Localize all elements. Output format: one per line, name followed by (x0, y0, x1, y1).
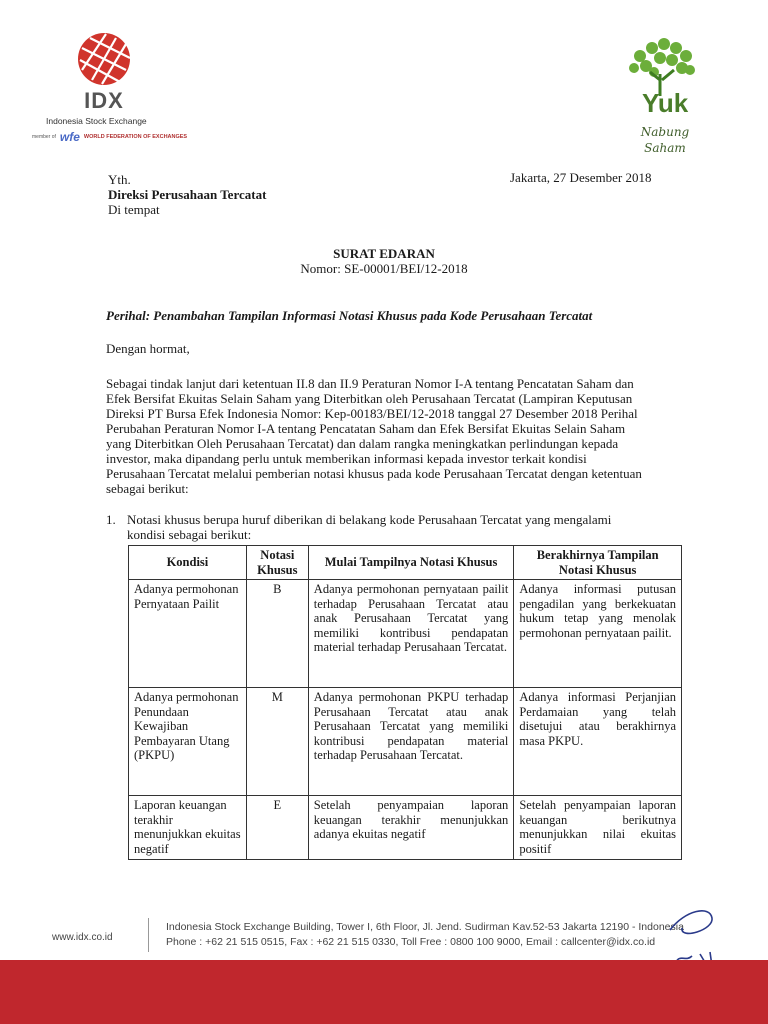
recipient-block (108, 172, 266, 217)
idx-globe-icon (72, 30, 136, 88)
paragraph-line: Perubahan Peraturan Nomor I-A tentang Pencatatan Saham dan Efek Bersifat Ekuitas Selain Saham (106, 421, 626, 436)
table-header-row (129, 546, 682, 580)
list-item-line: kondisi sebagai berikut: (127, 527, 252, 542)
idx-subtitle: Indonesia Stock Exchange (46, 116, 147, 126)
list-item-text (127, 512, 672, 542)
cell-kondisi: Adanya permohonan Pernyataan Pailit (129, 580, 247, 688)
list-item-line: Notasi khusus berupa huruf diberikan di belakang kode Perusahaan Tercatat yang mengalami (127, 512, 612, 527)
table-row (129, 796, 682, 860)
wfe-membership (32, 130, 202, 144)
cell-kondisi: Adanya permohonan Penundaan Kewajiban Pembayaran Utang (PKPU) (129, 688, 247, 796)
yuk-nabung-saham-logo (620, 36, 710, 166)
paragraph-line: Efek Bersifat Ekuitas Selain Saham yang Diterbitkan oleh Perusahaan Tercatat (Lampiran Keputusan (106, 391, 633, 406)
tagline-line-1: Nabung (640, 125, 690, 139)
footer-accent-bar (0, 960, 768, 1024)
cell-notasi: B (246, 580, 308, 688)
footer-website: www.idx.co.id (52, 932, 113, 943)
paragraph-line: investor, maka dipandang perlu untuk memberikan informasi kepada investor terkait kondisi (106, 451, 587, 466)
wfe-member-label: member of (32, 134, 56, 140)
cell-akhir: Adanya informasi putusan pengadilan yang berkekuatan hukum tetap yang menolak permohonan pernyataan pailit. (514, 580, 682, 688)
column-header-akhir: Berakhirnya Tampilan Notasi Khusus (514, 546, 682, 580)
nabung-saham-tagline (620, 124, 710, 156)
paragraph-line: Sebagai tindak lanjut dari ketentuan II.8 dan II.9 Peraturan Nomor I-A tentang Pencatatan Saham dan (106, 376, 634, 391)
recipient-name: Direksi Perusahaan Tercatat (108, 187, 267, 202)
paragraph-line: Direksi PT Bursa Efek Indonesia Nomor: Kep-00183/BEI/12-2018 tanggal 27 Desember 2018 Perihal (106, 406, 638, 421)
tagline-line-2: Saham (644, 141, 686, 155)
footer-contact-line: Phone : +62 21 515 0515, Fax : +62 21 515 0330, Toll Free : 0800 100 9000, Email : callcenter@idx.co.id (166, 936, 656, 948)
list-item-number: 1. (106, 512, 116, 527)
paragraph-line: Perusahaan Tercatat melalui pemberian notasi khusus pada kode Perusahaan Tercatat dengan ketentuan (106, 466, 642, 481)
cell-mulai: Adanya permohonan pernyataan pailit terhadap Perusahaan Tercatat atau anak Perusahaan Tercatat yang memiliki kontribusi pendapatan material terhadap Perusahaan Tercatat. (308, 580, 514, 688)
column-header-notasi: Notasi Khusus (246, 546, 308, 580)
document-title (0, 246, 768, 276)
table-row (129, 688, 682, 796)
column-header-mulai: Mulai Tampilnya Notasi Khusus (308, 546, 514, 580)
wfe-logo-icon: wfe (59, 130, 80, 144)
paragraph-line: sebagai berikut: (106, 481, 189, 496)
subject-line: Perihal: Penambahan Tampilan Informasi Notasi Khusus pada Kode Perusahaan Tercatat (106, 308, 593, 323)
column-header-kondisi: Kondisi (129, 546, 247, 580)
footer-address (166, 920, 684, 950)
cell-mulai: Adanya permohonan PKPU terhadap Perusahaan Tercatat atau anak Perusahaan Tercatat yang memiliki kontribusi pendapatan material terhadap Perusahaan Tercatat. (308, 688, 514, 796)
cell-akhir: Setelah penyampaian laporan keuangan berikutnya menunjukkan nilai ekuitas positif (514, 796, 682, 860)
idx-logo (32, 30, 188, 144)
idx-wordmark: IDX (84, 88, 124, 113)
paragraph-line: yang Diterbitkan Oleh Perusahaan Tercatat) dan dalam rangka meningkatkan perlindungan kepada (106, 436, 619, 451)
cell-notasi: E (246, 796, 308, 860)
cell-kondisi: Laporan keuangan terakhir menunjukkan ekuitas negatif (129, 796, 247, 860)
document-type: SURAT EDARAN (333, 246, 435, 261)
cell-akhir: Adanya informasi Perjanjian Perdamaian yang telah disetujui atau berakhirnya masa PKPU. (514, 688, 682, 796)
table-row (129, 580, 682, 688)
wfe-name: WORLD FEDERATION OF EXCHANGES (83, 134, 188, 140)
salutation: Dengan hormat, (106, 341, 190, 356)
footer-divider (148, 918, 149, 952)
cell-mulai: Setelah penyampaian laporan keuangan terakhir menunjukkan adanya ekuitas negatif (308, 796, 514, 860)
opening-paragraph (106, 376, 672, 496)
yuk-wordmark: Yuk (642, 88, 689, 118)
notation-table (128, 545, 682, 860)
recipient-place: Di tempat (108, 202, 160, 217)
footer-address-line: Indonesia Stock Exchange Building, Tower I, 6th Floor, Jl. Jend. Sudirman Kav.52-53 Jakarta 12190 - Indonesia (166, 921, 684, 933)
document-number: Nomor: SE-00001/BEI/12-2018 (300, 261, 468, 276)
cell-notasi: M (246, 688, 308, 796)
letter-date: Jakarta, 27 Desember 2018 (510, 170, 652, 185)
recipient-yth: Yth. (108, 172, 131, 187)
tree-icon (620, 36, 710, 96)
